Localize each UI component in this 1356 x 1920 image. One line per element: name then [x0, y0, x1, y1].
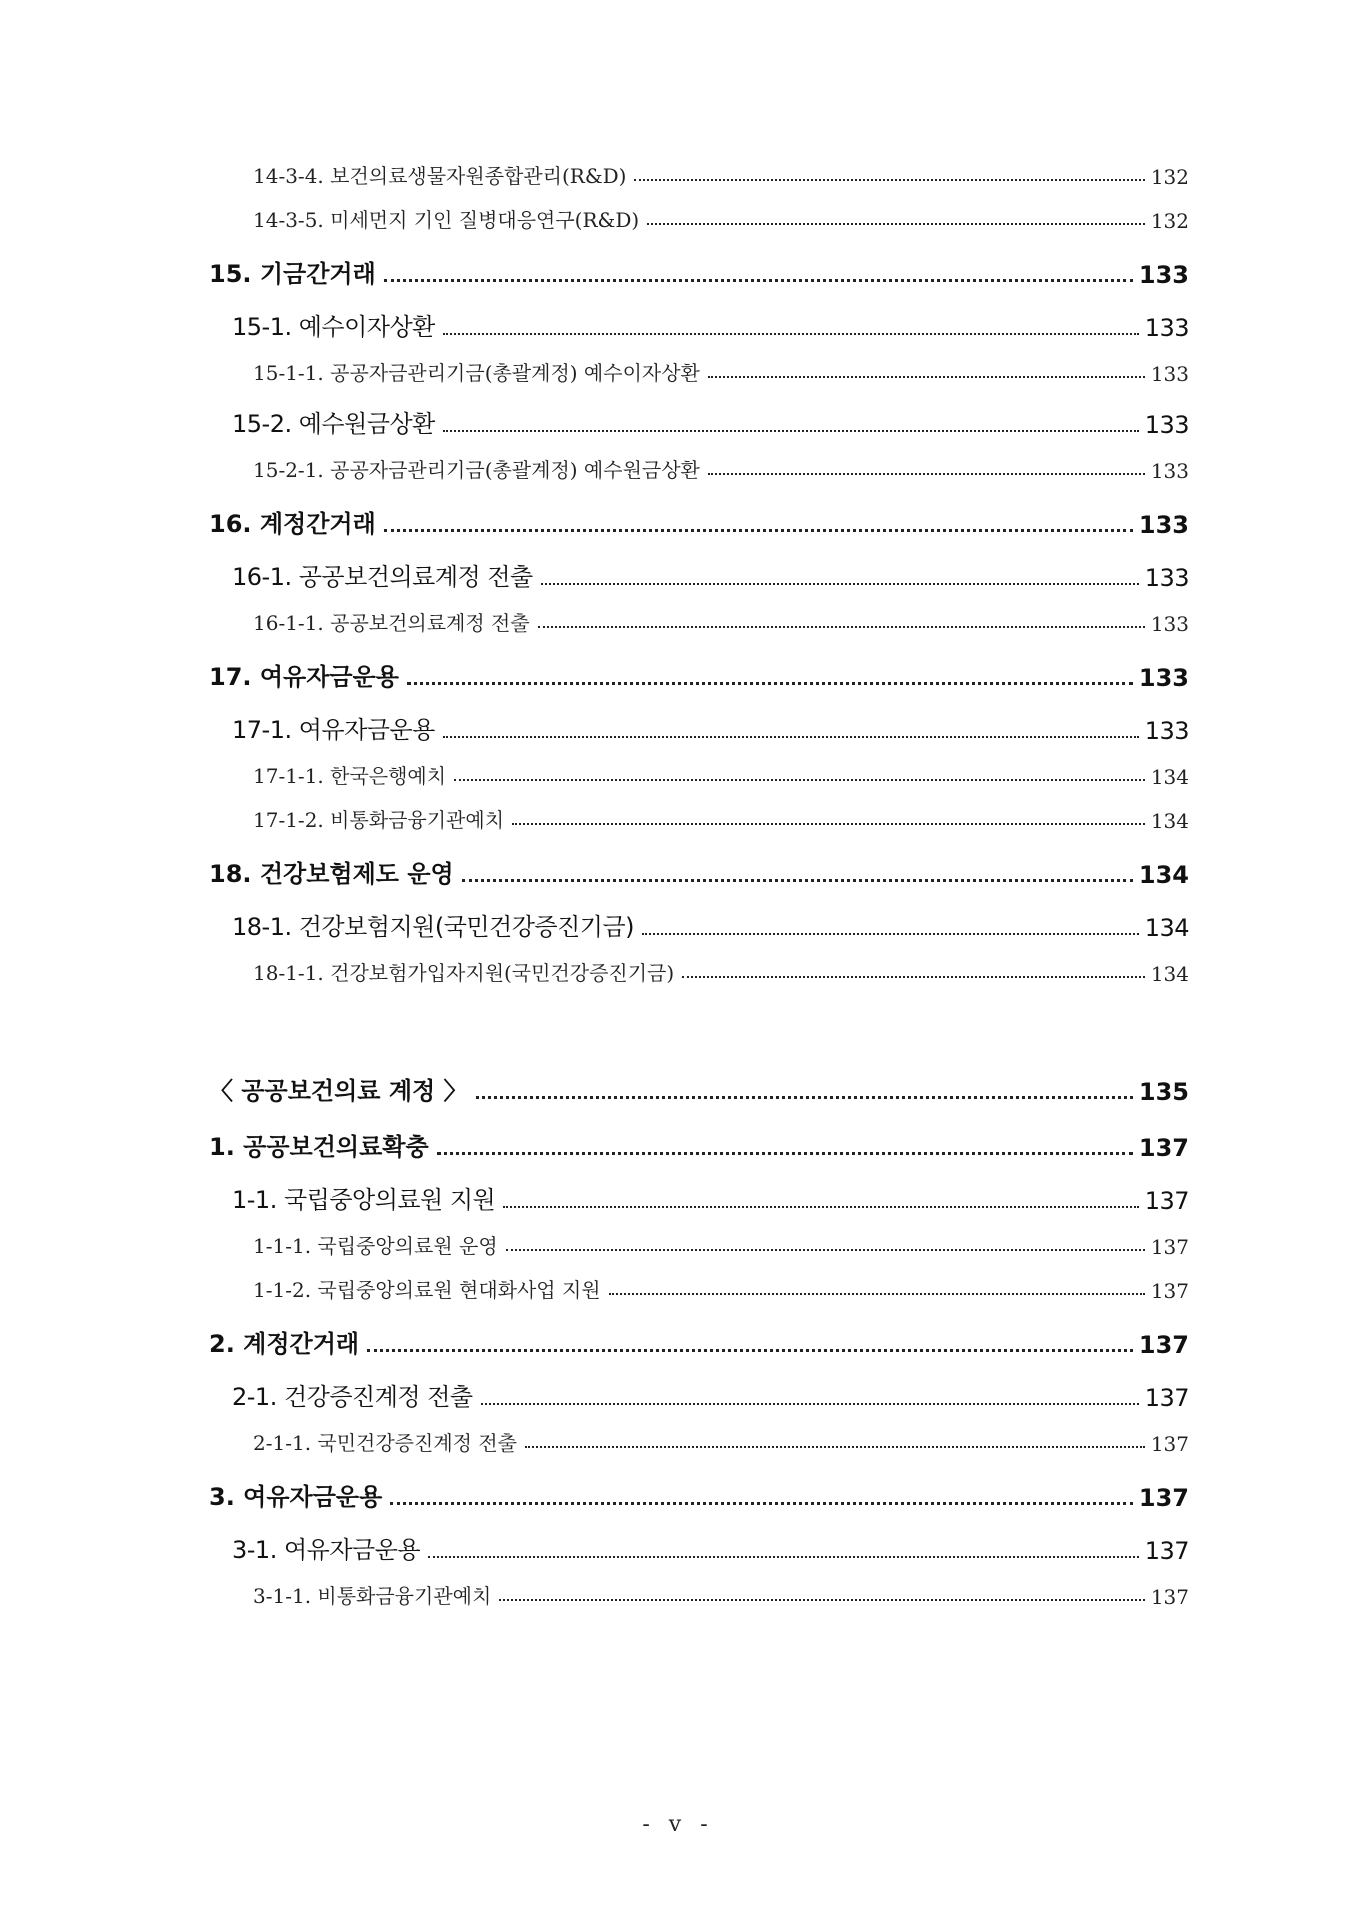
dot-leader	[428, 1556, 1139, 1558]
dot-leader	[443, 333, 1139, 335]
toc-subheading-label: 17-1. 여유자금운용	[232, 716, 435, 744]
toc-subheading[interactable]	[209, 1179, 1189, 1215]
dot-leader	[503, 1206, 1138, 1208]
toc-heading-page: 133	[1138, 261, 1189, 289]
toc-subheading-label: 15-1. 예수이자상환	[232, 313, 435, 341]
dot-leader	[454, 779, 1145, 781]
toc-entry-page: 133	[1150, 459, 1189, 483]
dot-leader	[437, 1152, 1133, 1155]
toc-entry-label: 17-1-1. 한국은행예치	[253, 764, 447, 788]
toc-heading[interactable]	[209, 1476, 1189, 1512]
toc-subheading-page: 137	[1144, 1187, 1189, 1215]
toc-subheading-page: 137	[1144, 1384, 1189, 1412]
dot-leader	[525, 1446, 1145, 1448]
toc-entry-page: 137	[1150, 1432, 1189, 1456]
toc-subheading-page: 133	[1144, 717, 1189, 745]
toc-heading-page: 133	[1138, 664, 1189, 692]
toc-entry[interactable]	[209, 801, 1189, 833]
dot-leader	[647, 223, 1145, 225]
toc-subheading-label: 16-1. 공공보건의료계정 전출	[232, 563, 533, 591]
toc-entry-page: 133	[1150, 612, 1189, 636]
dot-leader	[512, 823, 1145, 825]
toc-heading[interactable]	[209, 503, 1189, 539]
toc-heading-page: 137	[1138, 1331, 1189, 1359]
dot-leader	[634, 179, 1144, 181]
dot-leader	[384, 529, 1133, 532]
toc-subheading-label: 15-2. 예수원금상환	[232, 410, 435, 438]
toc-entry-page: 134	[1150, 765, 1189, 789]
toc-subheading-page: 133	[1144, 314, 1189, 342]
dot-leader	[541, 583, 1139, 585]
dot-leader	[443, 430, 1139, 432]
toc-heading-page: 133	[1138, 511, 1189, 539]
dot-leader	[708, 376, 1145, 378]
toc-heading-label: 15. 기금간거래	[209, 260, 376, 288]
toc-entry[interactable]	[209, 604, 1189, 636]
dot-leader	[609, 1293, 1145, 1295]
toc-heading-label: 17. 여유자금운용	[209, 663, 399, 691]
toc-entry[interactable]	[209, 757, 1189, 789]
dot-leader	[367, 1349, 1133, 1352]
toc-entry[interactable]	[209, 1271, 1189, 1303]
toc-section-heading[interactable]	[209, 1070, 1189, 1106]
dot-leader	[384, 279, 1133, 282]
toc-entry-label: 14-3-5. 미세먼지 기인 질병대응연구(R&D)	[253, 208, 640, 232]
toc-subheading[interactable]	[209, 556, 1189, 592]
toc-subheading-page: 137	[1144, 1537, 1189, 1565]
toc-subheading[interactable]	[209, 306, 1189, 342]
toc-entry-label: 1-1-2. 국립중앙의료원 현대화사업 지원	[253, 1278, 601, 1302]
toc-subheading-label: 2-1. 건강증진계정 전출	[232, 1383, 473, 1411]
toc-entry-label: 14-3-4. 보건의료생물자원종합관리(R&D)	[253, 164, 627, 188]
toc-entry-page: 134	[1150, 809, 1189, 833]
toc-entry-page: 134	[1150, 962, 1189, 986]
dot-leader	[499, 1599, 1145, 1601]
toc-heading-label: 1. 공공보건의료확충	[209, 1133, 429, 1161]
dot-leader	[476, 1096, 1133, 1099]
toc-entry-page: 137	[1150, 1235, 1189, 1259]
toc-entry[interactable]	[209, 451, 1189, 483]
toc-subheading[interactable]	[209, 906, 1189, 942]
toc-subheading-page: 133	[1144, 411, 1189, 439]
dot-leader	[443, 736, 1139, 738]
dot-leader	[481, 1403, 1139, 1405]
toc-entry-page: 133	[1150, 362, 1189, 386]
toc-heading-label: 16. 계정간거래	[209, 510, 376, 538]
toc-heading-label: 3. 여유자금운용	[209, 1483, 383, 1511]
dot-leader	[682, 976, 1145, 978]
dot-leader	[390, 1502, 1133, 1505]
toc-heading[interactable]	[209, 853, 1189, 889]
toc-entry[interactable]	[209, 201, 1189, 233]
dot-leader	[407, 682, 1133, 685]
toc-heading[interactable]	[209, 253, 1189, 289]
toc-entry[interactable]	[209, 1577, 1189, 1609]
toc-entry-label: 15-2-1. 공공자금관리기금(총괄계정) 예수원금상환	[253, 458, 700, 482]
toc-entry[interactable]	[209, 1424, 1189, 1456]
toc-entry-label: 15-1-1. 공공자금관리기금(총괄계정) 예수이자상환	[253, 361, 700, 385]
toc-section-page: 135	[1138, 1078, 1189, 1106]
toc-subheading[interactable]	[209, 709, 1189, 745]
toc-entry-page: 137	[1150, 1585, 1189, 1609]
page-number: - v -	[642, 1812, 714, 1837]
toc-entry[interactable]	[209, 1227, 1189, 1259]
toc-entry-page: 137	[1150, 1279, 1189, 1303]
toc-entry-label: 18-1-1. 건강보험가입자지원(국민건강증진기금)	[253, 961, 675, 985]
dot-leader	[642, 933, 1139, 935]
dot-leader	[462, 879, 1133, 882]
toc-entry-page: 132	[1150, 209, 1189, 233]
toc-subheading[interactable]	[209, 1529, 1189, 1565]
toc-heading[interactable]	[209, 656, 1189, 692]
toc-subheading[interactable]	[209, 403, 1189, 439]
toc-subheading-page: 133	[1144, 564, 1189, 592]
toc-section-label: 〈 공공보건의료 계정 〉	[209, 1077, 468, 1105]
dot-leader	[506, 1249, 1145, 1251]
toc-subheading-page: 134	[1144, 914, 1189, 942]
toc-heading-label: 2. 계정간거래	[209, 1330, 360, 1358]
toc-entry-label: 3-1-1. 비통화금융기관예치	[253, 1584, 492, 1608]
toc-heading[interactable]	[209, 1126, 1189, 1162]
toc-heading-page: 134	[1138, 861, 1189, 889]
toc-heading[interactable]	[209, 1323, 1189, 1359]
toc-subheading[interactable]	[209, 1376, 1189, 1412]
toc-subheading-label: 3-1. 여유자금운용	[232, 1536, 421, 1564]
toc-entry-label: 1-1-1. 국립중앙의료원 운영	[253, 1234, 498, 1258]
toc-entry-label: 16-1-1. 공공보건의료계정 전출	[253, 611, 530, 635]
toc-entry[interactable]	[209, 157, 1189, 189]
dot-leader	[538, 626, 1145, 628]
toc-heading-page: 137	[1138, 1484, 1189, 1512]
toc-heading-page: 137	[1138, 1134, 1189, 1162]
table-of-contents	[209, 157, 1189, 1609]
toc-entry-label: 17-1-2. 비통화금융기관예치	[253, 808, 505, 832]
toc-entry-label: 2-1-1. 국민건강증진계정 전출	[253, 1431, 517, 1455]
toc-subheading-label: 1-1. 국립중앙의료원 지원	[232, 1186, 496, 1214]
toc-subheading-label: 18-1. 건강보험지원(국민건강증진기금)	[232, 913, 635, 941]
toc-heading-label: 18. 건강보험제도 운영	[209, 860, 454, 888]
dot-leader	[708, 473, 1145, 475]
toc-entry-page: 132	[1150, 165, 1189, 189]
toc-entry[interactable]	[209, 354, 1189, 386]
toc-entry[interactable]	[209, 954, 1189, 986]
